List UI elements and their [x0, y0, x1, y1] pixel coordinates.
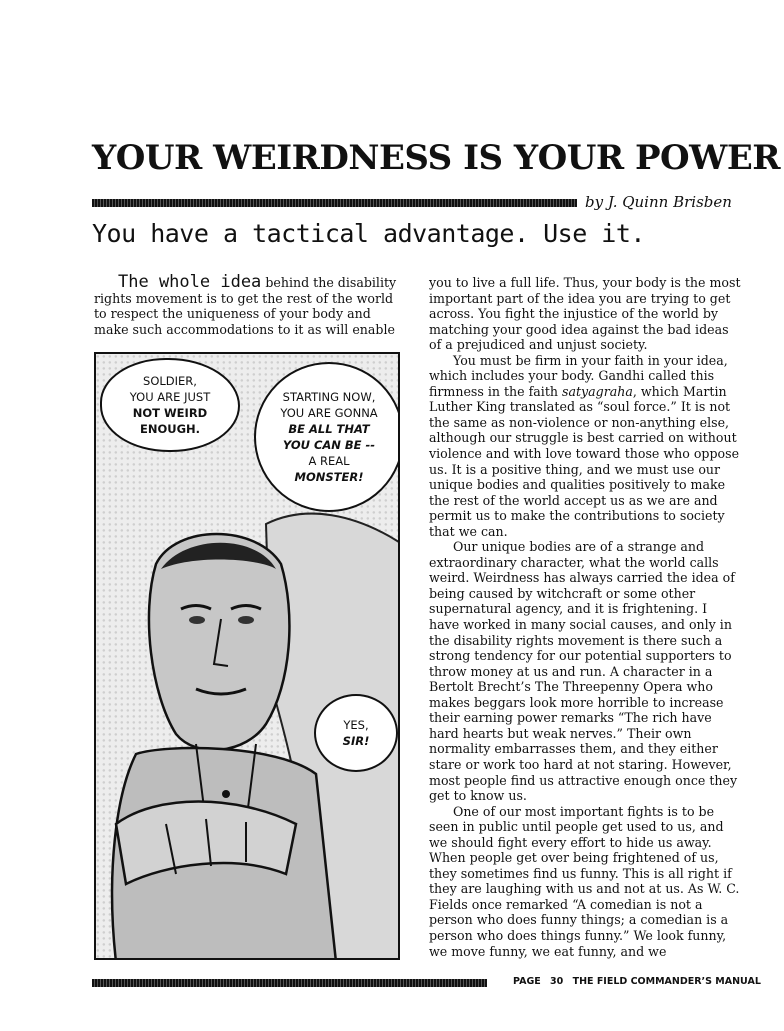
speech-balloon-soldier: SOLDIER, YOU ARE JUST NOT WEIRD ENOUGH. — [100, 358, 240, 452]
bottom-rule — [92, 979, 487, 987]
page-number: 30 — [550, 976, 564, 987]
speech-balloon-yes-sir: YES, SIR! — [314, 694, 398, 772]
lead-in: The whole idea — [118, 272, 262, 292]
publication-title: THE FIELD COMMANDER’S MANUAL — [572, 976, 761, 987]
paragraph: You must be firm in your faith in your idea, which includes your body. Gandhi called this firmness in the faith satyagraha, which Martin Luther King translated as “soul force.” It is not the same as non-violence or non-anything else, although our struggle is best carried on without violence and with love toward those who oppose us. It is a positive thing, and we must use our unique bodies and qualities positively to make the rest of the world accept us as we are and permit us to make the contributions to society that we can. — [429, 352, 740, 539]
paragraph: Our unique bodies are of a strange and extraordinary character, what the world calls weird. Weirdness has always carried the idea of being caused by witchcraft or some other supernatural agency, and it is frightening. I have worked in many social causes, and only in the disability rights movement is there such a strong tendency for our potential supporters to throw money at us and run. A character in a Bertolt Brecht’s The Threepenny Opera who makes beggars look more horrible to increase their earning power remarks “The rich have hard hearts but weak nerves.” Their own normality embarrasses them, and they either stare or work too hard at not staring. However, most people find us attractive enough once they get to know us. — [429, 539, 738, 804]
paragraph: you to live a full life. Thus, your body is the most important part of the idea you are trying to get across. You fight the injustice of the world by matching your good idea against the bad ideas of a prejudiced and unjust society. — [429, 275, 741, 353]
headline: YOUR WEIRDNESS IS YOUR POWER — [92, 138, 781, 178]
top-rule — [92, 199, 577, 207]
byline: by J. Quinn Brisben — [585, 193, 732, 211]
speech-balloon-starting-now: STARTING NOW, YOU ARE GONNA BE ALL THAT YOU CAN BE -- A REAL MONSTER! — [254, 362, 400, 512]
left-column — [94, 272, 404, 337]
paragraph: One of our most important fights is to be seen in public until people get used to us, and we should fight every effort to hide us away. When people get over being frightened of us, they sometimes find us funny. This is all right if they are laughing with us and not at us. As W. C. Fields once remarked “A comedian is not a person who does funny things; a comedian is a person who does things funny.” We look funny, we move funny, we eat funny, and we — [429, 803, 740, 959]
page-label: PAGE — [513, 976, 541, 987]
page-footer — [513, 976, 761, 987]
right-column — [429, 275, 741, 959]
left-column-text: behind the disability rights movement is to get the rest of the world to respect the uniqueness of your body and make such accommodations to it as will enable — [94, 275, 397, 337]
comic-illustration — [94, 352, 400, 960]
subhead: You have a tactical advantage. Use it. — [92, 219, 645, 248]
